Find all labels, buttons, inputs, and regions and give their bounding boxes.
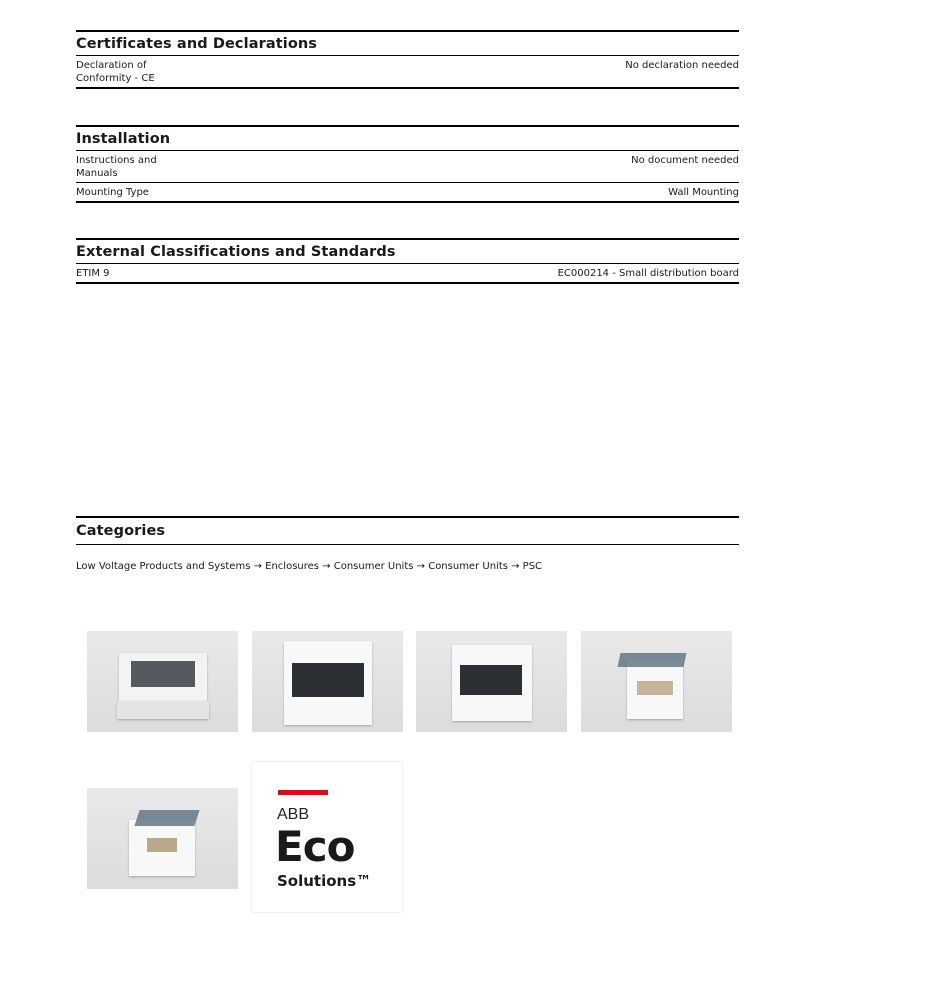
logo-accent-bar (278, 790, 328, 795)
spec-value: No declaration needed (625, 60, 739, 71)
product-image-3[interactable] (416, 631, 567, 732)
section-title: External Classifications and Standards (76, 238, 739, 264)
logo-brand: ABB (277, 806, 310, 823)
spec-value: No document needed (631, 155, 739, 166)
spec-row (76, 56, 739, 89)
installation-section (76, 125, 739, 203)
certificates-section (76, 30, 739, 89)
product-image-1[interactable] (87, 631, 238, 732)
logo-name: Eco (275, 822, 355, 871)
spec-row (76, 183, 739, 203)
spec-label: Mounting Type (76, 187, 149, 198)
external-classifications-section (76, 238, 739, 284)
section-title: Installation (76, 125, 739, 151)
product-image-4[interactable] (581, 631, 732, 732)
spec-label: Declaration of Conformity - CE (76, 60, 155, 84)
section-title: Certificates and Declarations (76, 30, 739, 56)
category-breadcrumb[interactable]: Low Voltage Products and Systems → Enclosures → Consumer Units → Consumer Units → PSC (76, 561, 543, 572)
spec-label: Instructions and Manuals (76, 155, 157, 179)
eco-solutions-logo[interactable] (252, 762, 402, 912)
logo-tagline: Solutions™ (277, 872, 372, 890)
spec-row (76, 264, 739, 284)
spec-value: EC000214 - Small distribution board (557, 268, 739, 279)
spec-value: Wall Mounting (668, 187, 739, 198)
categories-section (76, 516, 739, 572)
spec-label: ETIM 9 (76, 268, 110, 279)
section-title: Categories (76, 516, 739, 545)
product-image-2[interactable] (252, 631, 403, 732)
product-image-5[interactable] (87, 788, 238, 889)
spec-row (76, 151, 739, 183)
